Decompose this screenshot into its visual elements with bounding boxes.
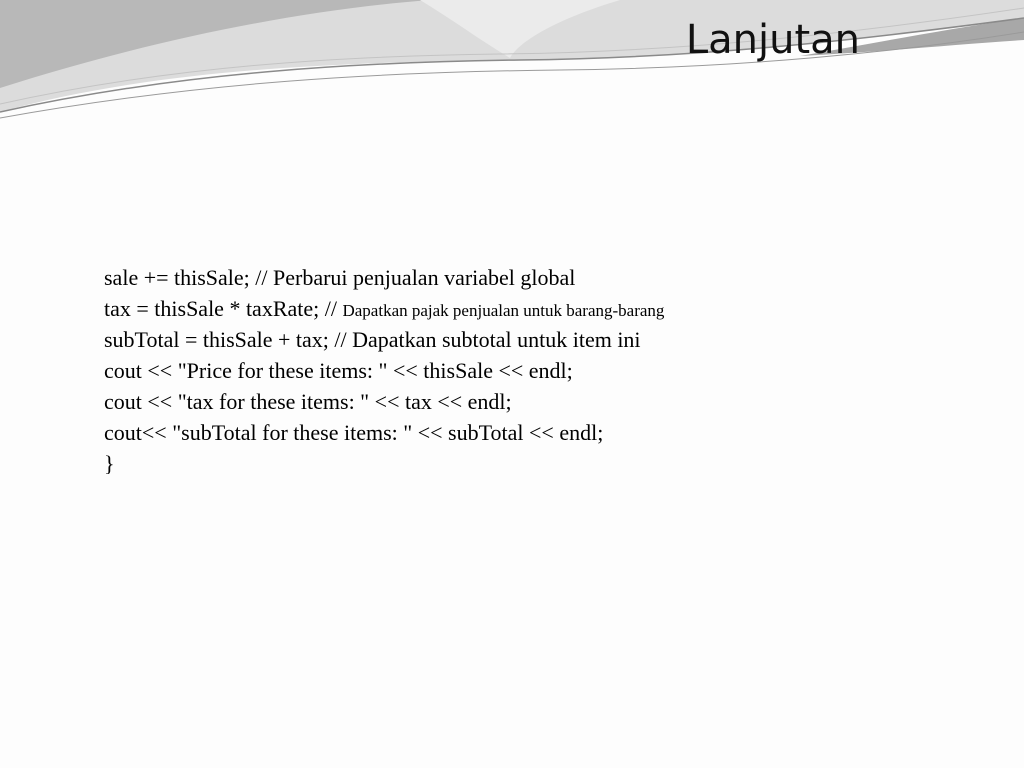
code-line — [104, 324, 924, 355]
code-line-text: cout << "Price for these items: " << thisSale << endl; — [104, 358, 573, 383]
code-comment-small: Dapatkan pajak penjualan untuk barang-barang — [342, 301, 665, 320]
code-line-text: sale += thisSale; // Perbarui penjualan variabel global — [104, 265, 576, 290]
code-line-text: cout << "tax for these items: " << tax << endl; — [104, 389, 512, 414]
code-line-text: subTotal = thisSale + tax; // Dapatkan subtotal untuk item ini — [104, 327, 641, 352]
code-line — [104, 386, 924, 417]
code-line-text: } — [104, 451, 115, 476]
code-line-text: tax = thisSale * taxRate; // — [104, 296, 343, 321]
code-body — [104, 262, 924, 479]
code-line — [104, 355, 924, 386]
code-line — [104, 293, 924, 324]
code-line-text: cout<< "subTotal for these items: " << subTotal << endl; — [104, 420, 604, 445]
code-line — [104, 262, 924, 293]
slide-title: Lanjutan — [685, 17, 860, 63]
code-line — [104, 417, 924, 448]
header-swoosh-decoration — [0, 0, 1024, 130]
code-line — [104, 448, 924, 479]
